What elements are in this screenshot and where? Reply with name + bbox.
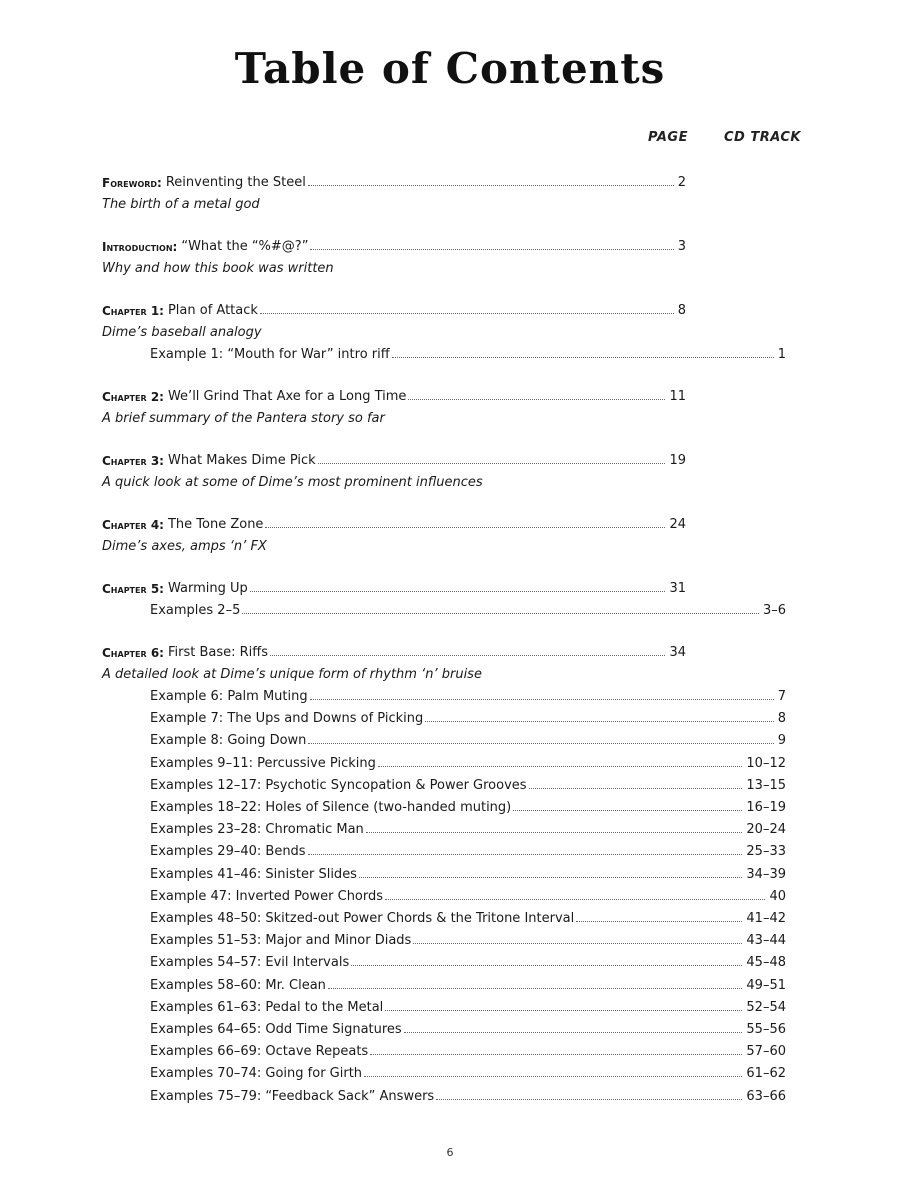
- dot-leader: [385, 1009, 742, 1011]
- entry-title: Reinventing the Steel: [165, 175, 306, 190]
- entry-description: The birth of a metal god: [102, 197, 260, 213]
- dot-leader: [308, 742, 773, 744]
- dot-leader: [260, 312, 674, 314]
- example-track: 40: [769, 888, 786, 904]
- entry-label: Chapter 2:: [102, 389, 164, 404]
- entry-page: 8: [677, 302, 686, 318]
- dot-leader: [308, 184, 674, 186]
- entry-label: Chapter 5:: [102, 581, 164, 596]
- toc-entry[interactable]: [102, 446, 686, 468]
- example-title: Examples 9–11: Percussive Picking: [150, 755, 376, 771]
- example-entry[interactable]: [150, 771, 786, 793]
- example-entry[interactable]: [150, 1059, 786, 1081]
- example-title: Examples 51–53: Major and Minor Diads: [150, 933, 412, 949]
- entry-description: A quick look at some of Dime’s most prominent influences: [102, 475, 483, 490]
- entry-page: 11: [669, 388, 686, 404]
- dot-leader: [270, 654, 665, 656]
- example-title: Example 8: Going Down: [150, 733, 307, 749]
- entry-description: Why and how this book was written: [102, 261, 334, 277]
- entry-page: 34: [669, 644, 686, 660]
- entry-title: We’ll Grind That Axe for a Long Time: [167, 388, 407, 404]
- entry-description: A brief summary of the Pantera story so far: [102, 411, 385, 427]
- example-entry[interactable]: [150, 948, 786, 970]
- example-track: 20–24: [746, 822, 786, 838]
- example-title: Examples 29–40: Bends: [150, 844, 306, 860]
- example-entry[interactable]: [150, 860, 786, 882]
- example-track: 49–51: [746, 977, 786, 993]
- dot-leader: [310, 698, 774, 700]
- dot-leader: [378, 765, 743, 767]
- example-entry[interactable]: [150, 993, 786, 1015]
- cd-track-column-header: CD TRACK: [724, 130, 802, 145]
- dot-leader: [576, 920, 742, 922]
- example-title: Examples 58–60: Mr. Clean: [150, 977, 326, 993]
- dot-leader: [242, 612, 759, 614]
- example-title: Examples 61–63: Pedal to the Metal: [150, 999, 384, 1015]
- entry-title: “What the “%#@?”: [181, 238, 309, 254]
- dot-leader: [425, 720, 773, 722]
- example-title: Examples 12–17: Psychotic Syncopation & Power Grooves: [150, 777, 527, 793]
- example-track: 41–42: [746, 910, 786, 926]
- entry-description: A detailed look at Dime’s unique form of rhythm ‘n’ bruise: [102, 666, 482, 682]
- page-column-header: PAGE: [648, 130, 688, 145]
- example-track: 9: [777, 733, 786, 749]
- entry-label: Chapter 1:: [102, 303, 164, 318]
- example-entry[interactable]: [150, 837, 786, 859]
- dot-leader: [310, 248, 673, 250]
- dot-leader: [436, 1098, 742, 1100]
- page-title: Table of Contents: [234, 44, 666, 93]
- entry-title: What Makes Dime Pick: [167, 452, 316, 468]
- example-track: 34–39: [746, 866, 786, 882]
- example-title: Example 47: Inverted Power Chords: [150, 888, 384, 904]
- example-title: Examples 66–69: Octave Repeats: [150, 1044, 369, 1060]
- example-title: Example 6: Palm Muting: [150, 688, 308, 704]
- dot-leader: [408, 398, 665, 400]
- example-title: Examples 48–50: Skitzed-out Power Chords & the Tritone Interval: [150, 910, 575, 926]
- example-entry[interactable]: [150, 904, 786, 926]
- example-title: Examples 75–79: “Feedback Sack” Answers: [150, 1088, 435, 1104]
- toc-entry[interactable]: [102, 510, 686, 532]
- entry-page: 3: [677, 238, 686, 254]
- dot-leader: [513, 809, 742, 811]
- toc-entry[interactable]: [102, 168, 686, 190]
- example-track: 57–60: [746, 1044, 786, 1060]
- entry-description: Dime’s axes, amps ‘n’ FX: [102, 538, 267, 554]
- example-entry[interactable]: [150, 971, 786, 993]
- example-title: Examples 41–46: Sinister Slides: [150, 866, 357, 882]
- example-entry[interactable]: [150, 1015, 786, 1037]
- example-title: Examples 23–28: Chromatic Man: [150, 822, 364, 838]
- dot-leader: [413, 942, 742, 944]
- entry-page: 24: [669, 516, 686, 532]
- entry-label: Foreword:: [102, 176, 162, 190]
- entry-label: Chapter 6:: [102, 645, 164, 660]
- dot-leader: [250, 590, 666, 592]
- example-track: 63–66: [746, 1088, 786, 1104]
- toc-entry[interactable]: [102, 296, 686, 318]
- example-track: 13–15: [746, 777, 786, 793]
- dot-leader: [385, 898, 765, 900]
- example-track: 10–12: [746, 755, 786, 771]
- example-entry[interactable]: [150, 726, 786, 748]
- entry-page: 19: [669, 452, 686, 468]
- page-number: 6: [446, 1146, 454, 1159]
- dot-leader: [364, 1075, 742, 1077]
- toc-entry[interactable]: [102, 382, 686, 404]
- example-entry[interactable]: [150, 682, 786, 704]
- example-entry[interactable]: [150, 749, 786, 771]
- example-track: 3–6: [762, 602, 786, 618]
- dot-leader: [265, 526, 665, 528]
- example-title: Examples 18–22: Holes of Silence (two-handed muting): [150, 799, 512, 815]
- entry-label: Chapter 3:: [102, 453, 164, 468]
- example-track: 16–19: [746, 799, 786, 815]
- entry-page: 31: [669, 580, 686, 596]
- dot-leader: [404, 1031, 743, 1033]
- entry-title: The Tone Zone: [167, 516, 264, 532]
- toc-entry[interactable]: [102, 232, 686, 254]
- example-track: 1: [777, 347, 786, 363]
- entry-label: Introduction:: [102, 239, 178, 254]
- entry-title: Warming Up: [167, 580, 248, 596]
- example-entry[interactable]: [150, 340, 786, 362]
- example-title: Example 1: “Mouth for War” intro riff: [150, 347, 390, 363]
- dot-leader: [351, 964, 742, 966]
- example-title: Examples 64–65: Odd Time Signatures: [150, 1021, 402, 1037]
- example-track: 7: [777, 688, 786, 704]
- example-track: 52–54: [746, 999, 786, 1015]
- dot-leader: [359, 876, 742, 878]
- entry-title: First Base: Riffs: [167, 644, 269, 660]
- entry-description: Dime’s baseball analogy: [102, 325, 262, 340]
- toc-entry[interactable]: [102, 574, 686, 596]
- entry-title: Plan of Attack: [167, 302, 258, 318]
- example-title: Examples 54–57: Evil Intervals: [150, 955, 350, 971]
- example-entry[interactable]: [150, 815, 786, 837]
- example-track: 8: [777, 711, 786, 727]
- dot-leader: [328, 987, 742, 989]
- example-title: Examples 2–5: [150, 602, 241, 618]
- dot-leader: [366, 831, 743, 833]
- dot-leader: [529, 787, 743, 789]
- example-entry[interactable]: [150, 1082, 786, 1104]
- example-entry[interactable]: [150, 882, 786, 904]
- example-entry[interactable]: [150, 596, 786, 618]
- dot-leader: [370, 1053, 742, 1055]
- dot-leader: [392, 356, 774, 358]
- dot-leader: [308, 853, 743, 855]
- toc-entry[interactable]: [102, 638, 686, 660]
- example-entry[interactable]: [150, 1037, 786, 1059]
- dot-leader: [318, 462, 666, 464]
- example-entry[interactable]: [150, 704, 786, 726]
- example-track: 45–48: [746, 955, 786, 971]
- example-track: 61–62: [746, 1066, 786, 1082]
- entry-label: Chapter 4:: [102, 517, 164, 532]
- example-entry[interactable]: [150, 793, 786, 815]
- example-track: 25–33: [746, 844, 786, 860]
- example-title: Examples 70–74: Going for Girth: [150, 1066, 363, 1082]
- example-entry[interactable]: [150, 926, 786, 948]
- example-track: 43–44: [746, 933, 786, 949]
- example-track: 55–56: [746, 1021, 786, 1037]
- entry-page: 2: [677, 175, 686, 190]
- example-title: Example 7: The Ups and Downs of Picking: [150, 711, 424, 727]
